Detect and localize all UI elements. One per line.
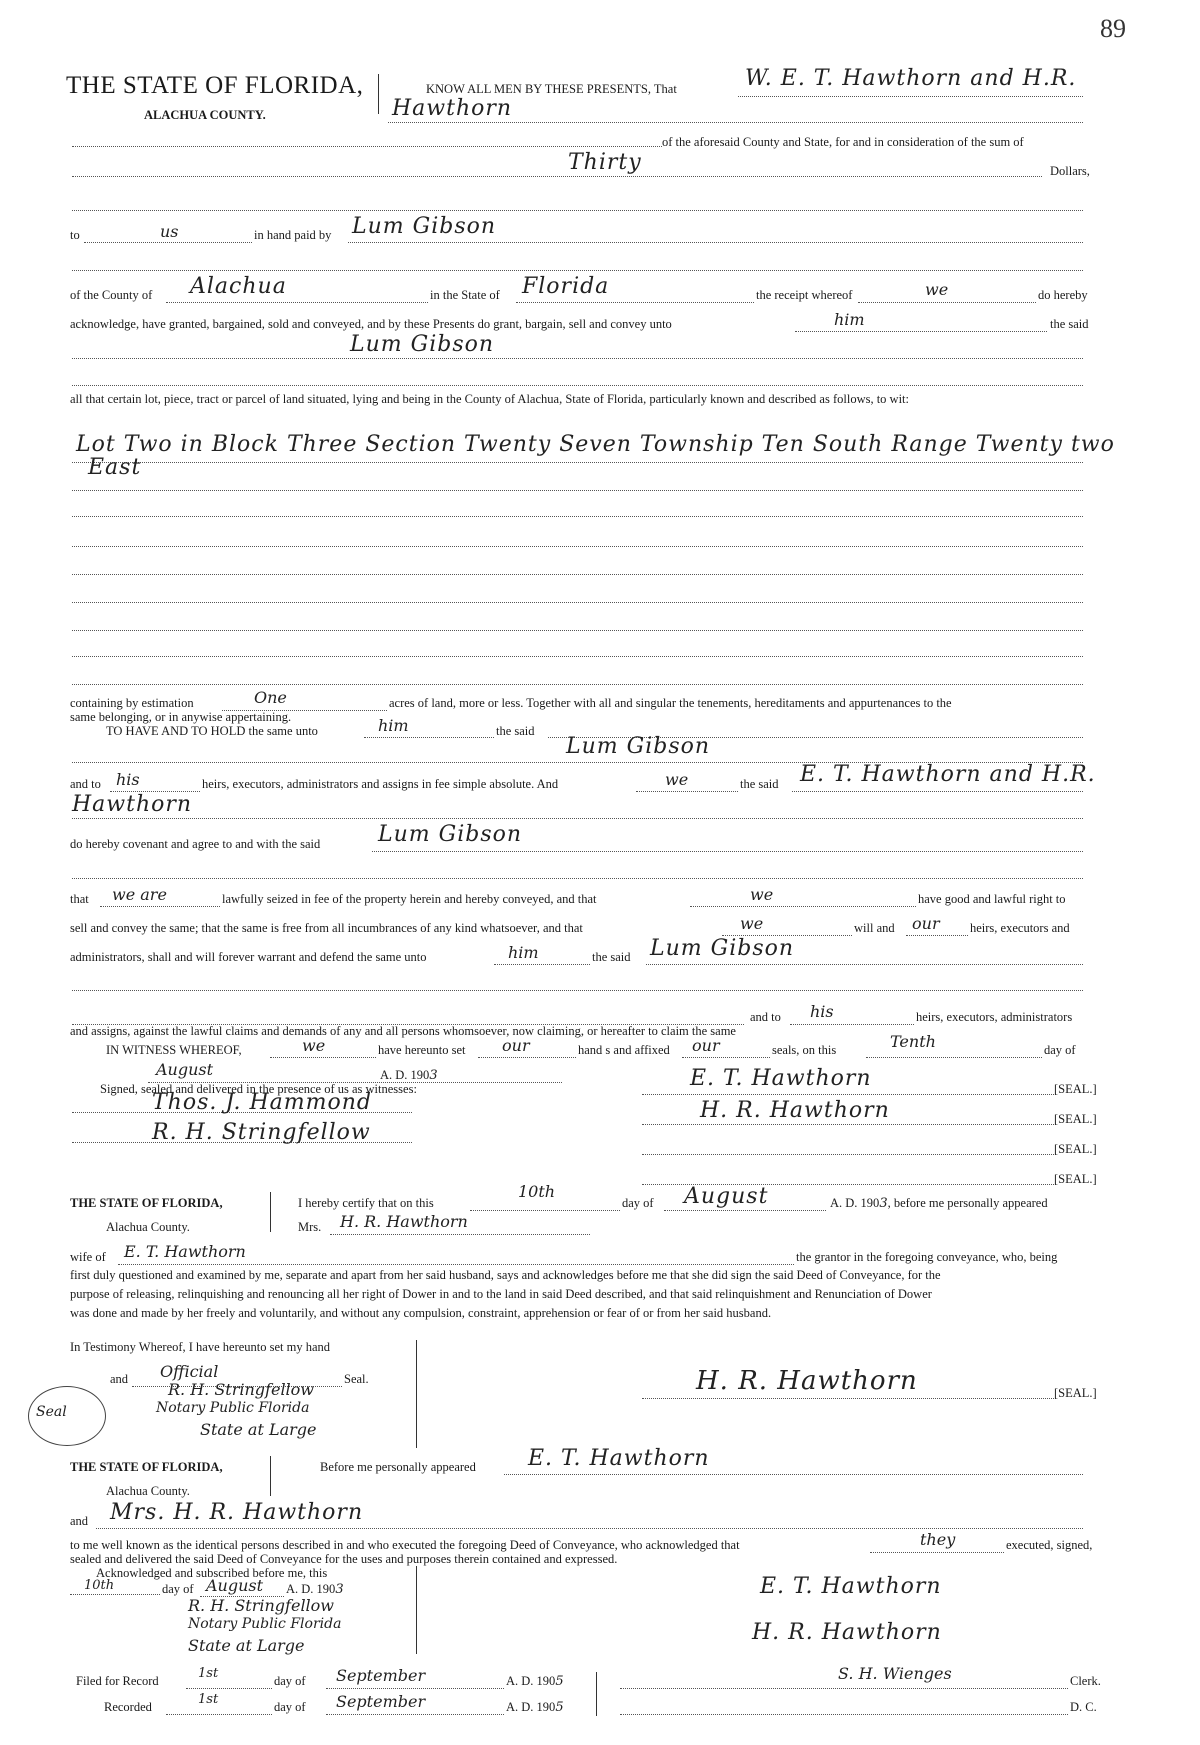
filed-ad-text	[506, 1674, 564, 1689]
admin-grantee-hw: Lum Gibson	[650, 936, 795, 961]
that-hw: we are	[112, 885, 167, 904]
mrs-hw: H. R. Hawthorn	[340, 1212, 468, 1231]
rec-day-of-text: day of	[274, 1700, 306, 1714]
seals-text: seals, on this	[772, 1043, 837, 1057]
witness2-hw: R. H. Stringfellow	[152, 1120, 371, 1145]
stamp-hw: Seal	[36, 1404, 67, 1420]
ack-text-2: sealed and delivered the said Deed of Conveyance for the uses and purposes therein contained and expressed.	[70, 1552, 618, 1566]
certify-text: I hereby certify that on this	[298, 1196, 434, 1210]
receipt-text: the receipt whereof	[756, 288, 853, 302]
witness-ad-text	[380, 1068, 438, 1083]
heirs-exec-text: heirs, executors and	[970, 921, 1070, 935]
have-hereunto-text: have hereunto set	[378, 1043, 466, 1057]
signer2-hw: H. R. Hawthorn	[700, 1098, 890, 1123]
county-of-text: of the County of	[70, 288, 153, 302]
dower-month-hw: August	[684, 1184, 769, 1209]
and-to-text: and to	[70, 777, 101, 791]
covenant-text: do hereby covenant and agree to and with the said	[70, 837, 321, 851]
dc-text: D. C.	[1070, 1700, 1097, 1714]
to-text: to	[70, 228, 80, 242]
wife-of-text: wife of	[70, 1250, 106, 1264]
seal-4: [SEAL.]	[1054, 1172, 1097, 1186]
seal-1: [SEAL.]	[1054, 1082, 1097, 1096]
county-hw: Alachua	[190, 274, 287, 299]
admin-hw: him	[508, 943, 539, 962]
estimation-text: containing by estimation	[70, 696, 194, 710]
dower-state: THE STATE OF FLORIDA,	[70, 1196, 223, 1210]
state-hw: Florida	[522, 274, 610, 299]
header-bracket	[378, 74, 379, 114]
dower-notary-hw-3: State at Large	[200, 1420, 317, 1439]
ack-day-hw: 10th	[84, 1578, 115, 1593]
witness-we-hw: we	[302, 1036, 326, 1055]
ack-bracket	[270, 1456, 271, 1496]
filed-text: Filed for Record	[76, 1674, 159, 1688]
land-desc-hw-1: Lot Two in Block Three Section Twenty Seven Township Ten South Range Twenty two	[76, 432, 1115, 457]
seal-word-text: Seal.	[344, 1372, 369, 1386]
admin-said-text: the said	[592, 950, 631, 964]
official-hw: Official	[160, 1362, 219, 1381]
his-hw: his	[116, 770, 140, 789]
acres-text: acres of land, more or less. Together with all and singular the tenements, hereditaments and appurtenances to the	[389, 696, 952, 710]
county-title: ALACHUA COUNTY.	[144, 108, 266, 122]
clerk-hw: S. H. Wienges	[838, 1664, 952, 1683]
acres-hw: One	[254, 688, 287, 707]
dower-year-hw: 3	[879, 1196, 888, 1211]
dower-text-2: purpose of releasing, relinquishing and renouncing all her right of Dower in and to the land in said Deed described, and that said relinquishment and Renunciation of Dower	[70, 1287, 932, 1301]
said-grantors-text: the said	[740, 777, 779, 791]
ack-and-hw: Mrs. H. R. Hawthorn	[110, 1500, 364, 1525]
witness-year-hw: 3	[429, 1068, 438, 1083]
state-of-text: in the State of	[430, 288, 500, 302]
rec-day-hw: 1st	[198, 1692, 219, 1707]
subscribed-text: Acknowledged and subscribed before me, this	[96, 1566, 328, 1580]
grantors-hw-1: W. E. T. Hawthorn and H.R.	[745, 66, 1077, 91]
to-have-said-text: the said	[496, 724, 535, 738]
testimony-and-text: and	[110, 1372, 129, 1386]
lawfully-hw: we	[750, 885, 774, 904]
in-hand-text: in hand paid by	[254, 228, 332, 242]
clerk-text: Clerk.	[1070, 1674, 1101, 1688]
filed-day-hw: 1st	[198, 1666, 219, 1681]
testimony-text: In Testimony Whereof, I have hereunto set my hand	[70, 1340, 331, 1354]
hands-text: hand s and affixed	[578, 1043, 670, 1057]
ack-signer1-hw: E. T. Hawthorn	[760, 1574, 942, 1599]
lawfully-text: lawfully seized in fee of the property herein and hereby conveyed, and that	[222, 892, 597, 906]
covenant-hw: Lum Gibson	[378, 822, 523, 847]
to-have-hw: him	[378, 716, 409, 735]
ack-county: Alachua County.	[106, 1484, 190, 1498]
receipt-hw: we	[925, 280, 949, 299]
executed-text: executed, signed,	[1006, 1538, 1093, 1552]
witness1-hw: Thos. J. Hammond	[152, 1090, 372, 1115]
dower-bracket	[270, 1192, 271, 1232]
rec-ad-label: A. D. 190	[506, 1700, 556, 1714]
dower-county: Alachua County.	[106, 1220, 190, 1234]
ack-bracket-2	[416, 1566, 417, 1654]
day-of-text: day of	[1044, 1043, 1076, 1057]
ack-month-hw: August	[206, 1576, 264, 1595]
his-admin-hw: his	[810, 1002, 834, 1021]
ack-before-hw: E. T. Hawthorn	[528, 1446, 710, 1471]
witness-our-hw: our	[502, 1036, 530, 1055]
have-good-text: have good and lawful right to	[918, 892, 1066, 906]
page-number: 89	[1100, 14, 1126, 43]
dower-text-3: was done and made by her freely and voluntarily, and without any compulsion, constraint, apprehension or fear of or from her said husband.	[70, 1306, 772, 1320]
dollars-text: Dollars,	[1050, 164, 1090, 178]
ack-text-1: to me well known as the identical persons described in and who executed the foregoing Deed of Conveyance, who acknowledged that	[70, 1538, 740, 1552]
payer-hw: Lum Gibson	[352, 214, 497, 239]
state-title: THE STATE OF FLORIDA,	[66, 72, 364, 99]
amount-hw: Thirty	[568, 150, 642, 175]
belonging-text: same belonging, or in anywise appertaining.	[70, 710, 292, 724]
signed-text: Signed, sealed and delivered in the presence of us as witnesses:	[100, 1082, 417, 1096]
ack-notary-hw-1: R. H. Stringfellow	[188, 1596, 334, 1615]
grantors-hw-2: Hawthorn	[392, 96, 513, 121]
that-text: that	[70, 892, 89, 906]
husband-hw: E. T. Hawthorn	[124, 1242, 246, 1261]
witness-our2-hw: our	[692, 1036, 720, 1055]
do-hereby-text: do hereby	[1038, 288, 1088, 302]
dower-day-hw: 10th	[518, 1182, 556, 1201]
filed-month-hw: September	[336, 1666, 426, 1685]
the-said-text: the said	[1050, 317, 1089, 331]
ack-ad-text	[286, 1582, 344, 1597]
know-all-text: KNOW ALL MEN BY THESE PRESENTS, That	[426, 82, 677, 96]
dower-signer-hw: H. R. Hawthorn	[696, 1366, 918, 1396]
sell-text: sell and convey the same; that the same is free from all incumbrances of any kind whatsoever, and that	[70, 921, 583, 935]
to-hw: us	[160, 222, 179, 241]
signer1-hw: E. T. Hawthorn	[690, 1066, 872, 1091]
grantor-text: the grantor in the foregoing conveyance, who, being	[796, 1250, 1058, 1264]
witness-month-hw: August	[156, 1060, 214, 1079]
will-and-text: will and	[854, 921, 895, 935]
dower-ad-label: A. D. 190	[830, 1196, 880, 1210]
and-hw: we	[665, 770, 689, 789]
dower-day-of-text: day of	[622, 1196, 654, 1210]
filed-ad-label: A. D. 190	[506, 1674, 556, 1688]
administrators-text: administrators, shall and will forever warrant and defend the same unto	[70, 950, 427, 964]
seal-3: [SEAL.]	[1054, 1142, 1097, 1156]
grantors-covenant-hw-1: E. T. Hawthorn and H.R.	[800, 762, 1096, 787]
rec-year-hw: 5	[555, 1700, 564, 1715]
ack-day-of-text: day of	[162, 1582, 194, 1596]
sell-hw: we	[740, 914, 764, 933]
to-have-grantee-hw: Lum Gibson	[566, 734, 711, 759]
land-intro-text: all that certain lot, piece, tract or parcel of land situated, lying and being in the County of Alachua, State of Florida, particularly known and described as follows, to wit:	[70, 392, 910, 406]
land-desc-hw-2: East	[88, 455, 142, 480]
unto-hw: him	[834, 310, 865, 329]
dower-notary-hw-2: Notary Public Florida	[156, 1400, 310, 1416]
dower-notary-hw-1: R. H. Stringfellow	[168, 1380, 314, 1399]
grantors-covenant-hw-2: Hawthorn	[72, 792, 193, 817]
ack-notary-hw-3: State at Large	[188, 1636, 305, 1655]
to-have-text: TO HAVE AND TO HOLD the same unto	[106, 724, 318, 738]
assigns-text: and assigns, against the lawful claims and demands of any and all persons whomsoever, now claiming, or hereafter to claim the same	[70, 1024, 736, 1038]
recorded-text: Recorded	[104, 1700, 152, 1714]
dower-seal: [SEAL.]	[1054, 1386, 1097, 1400]
witness-ad-label: A. D. 190	[380, 1068, 430, 1082]
rec-month-hw: September	[336, 1692, 426, 1711]
ack-and-text: and	[70, 1514, 89, 1528]
ack-year-hw: 3	[335, 1582, 344, 1597]
witness-day-hw: Tenth	[890, 1032, 936, 1051]
in-witness-text: IN WITNESS WHEREOF,	[106, 1043, 242, 1057]
ack-ad-label: A. D. 190	[286, 1582, 336, 1596]
filed-year-hw: 5	[555, 1674, 564, 1689]
ack-notary-hw-2: Notary Public Florida	[188, 1616, 342, 1632]
will-hw: our	[912, 914, 940, 933]
ack-before-text: Before me personally appeared	[320, 1460, 476, 1474]
ack-signer2-hw: H. R. Hawthorn	[752, 1620, 942, 1645]
acknowledge-text: acknowledge, have granted, bargained, sold and conveyed, and by these Presents do grant, bargain, sell and convey unto	[70, 317, 672, 331]
aforesaid-text: of the aforesaid County and State, for and in consideration of the sum of	[662, 135, 1024, 149]
mrs-text: Mrs.	[298, 1220, 322, 1234]
filing-bracket	[596, 1672, 597, 1716]
seal-2: [SEAL.]	[1054, 1112, 1097, 1126]
and-to-admin-text: and to	[750, 1010, 781, 1024]
dower-before-label: , before me personally appeared	[887, 1196, 1048, 1210]
rec-ad-text	[506, 1700, 564, 1715]
ack-state: THE STATE OF FLORIDA,	[70, 1460, 223, 1474]
dower-ad-text	[830, 1196, 1048, 1211]
heirs-admin-text: heirs, executors, administrators	[916, 1010, 1073, 1024]
grantee-hw: Lum Gibson	[350, 332, 495, 357]
filed-day-of-text: day of	[274, 1674, 306, 1688]
dower-text-1: first duly questioned and examined by me, separate and apart from her said husband, says and acknowledges before me that she did sign the said Deed of Conveyance, for the	[70, 1268, 941, 1282]
they-hw: they	[920, 1530, 956, 1549]
testimony-bracket	[416, 1340, 417, 1448]
heirs-text: heirs, executors, administrators and assigns in fee simple absolute. And	[202, 777, 559, 791]
